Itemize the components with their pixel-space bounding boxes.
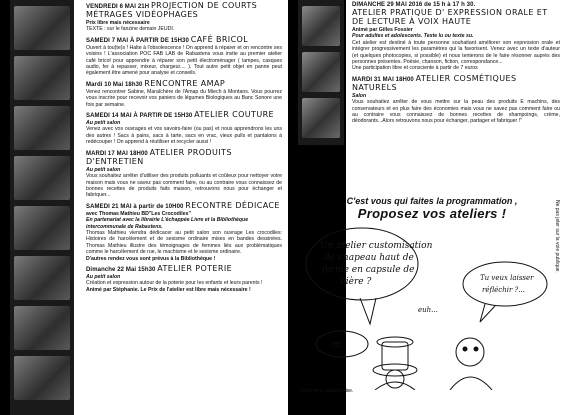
photo-strip-left [10, 0, 74, 415]
event-item [86, 36, 282, 77]
event-title: CAFÉ BRICOL [190, 34, 249, 44]
event-body: Vous souhaitez arrêter d'utiliser des produits polluants et coûteux pour nettoyer votre maison mais vous ne savez pas comment faire, ou au contraire vous connaissez de bonnes recettes de produits faits maison, retrouvons nous pour échanger et fabriquer... [86, 173, 282, 199]
event-title: RENCONTRE AMAP [144, 78, 226, 88]
event-partner: En partenariat avec la librairie L'échappée Livre et la Bibliothèque intercommunale de Rabastens. [86, 217, 249, 230]
event-body: TEXTE : sur le fanzine demain JEUDI. [86, 26, 175, 33]
event-body: Venez rencontrer Sabine, Maraîchère de l'Amap du Miech à Montans. Vous pourrez vous inscrire pour recevoir vos paniers de légumes Biologiques au Banc Sonore une fois par semaine. [86, 88, 282, 108]
event-note: Une participation libre et consciente à partir de 7 euros [352, 65, 478, 72]
event-host: Animé par Gilles Fossier [352, 27, 413, 33]
bubble-3-line-2: réfléchir ?... [482, 286, 525, 294]
event-title: PROJECTION DE COURTS MÉTRAGES VIDÉOPHAGES [86, 1, 258, 19]
event-location: Au petit salon [86, 120, 121, 127]
event-date: MARDI 17 MAI 18H00 [86, 150, 148, 157]
event-photo [14, 356, 70, 400]
speech-bubble [463, 262, 547, 306]
callout-line-1: C'est vous qui faites la programmation , [346, 196, 518, 206]
cartoon-illustration [300, 224, 550, 390]
event-guest: avec Thomas Mathieu BD"Les Crocodiles" [86, 210, 191, 217]
event-body: Cet atelier est destiné à toute personne souhaitant améliorer son expression orale et intégrer progressivement les paramètres qui la favorisent. Venez avec un texte d'auteur (et quelques photocopies, si possible) et nous tenterons de le faire résonner auprès des personnes présentes. Poésie, chanson, fiction, correspondance... [352, 39, 560, 66]
event-location: Au petit salon [86, 166, 121, 173]
bubble-3-line-1: Tu veux laisser [480, 274, 534, 282]
event-photo [14, 6, 70, 50]
callout-line-2: Proposez vos ateliers ! [357, 206, 507, 221]
event-item [86, 80, 282, 108]
event-note: Animé par Stéphanie. Le Prix de l'atelier est libre mais nécessaire ! [86, 286, 251, 293]
bubble-2-text: euh... [418, 306, 438, 314]
event-date: MARDI 31 MAI 18H00 [352, 76, 414, 83]
event-photo [302, 6, 340, 46]
event-item [86, 202, 282, 262]
event-location: Au petit salon [86, 273, 121, 280]
bubble-1-line-3: forme en capsule de [322, 265, 415, 275]
event-body: Création et expression autour de la poterie pour les enfants et leurs parents ! [86, 280, 263, 287]
event-item [352, 2, 560, 72]
event-body: Ouvert à tou(te)s ! Halte à l'obsolescence ! On apprend à réparer et on rencontre ses voisins ! L'association POC FAB LAB de Rabastens vous invite au premier atelier café bricol pour apprendre à réparer son petit électroménager ( lampes, casques audio, fer à repasser, mixeur, chargeur.... ). Tout autre petit objet en panne peut également être amené pour analyse et conseils. [86, 44, 282, 77]
disposal-note: Ne pas jeter sur la voie publique. [554, 200, 560, 273]
event-photo [302, 98, 340, 138]
events-column-right [352, 2, 560, 128]
event-date: DIMANCHE 29 MAI 2016 de 15 h à 17 h 30. [352, 2, 476, 8]
event-item [86, 265, 282, 293]
bubble-1-line-1: Un atelier customisation [320, 241, 433, 251]
event-title: ATELIER PRATIQUE D' EXPRESSION ORALE ET DE LECTURE À VOIX HAUTE [352, 8, 548, 26]
event-item [352, 75, 560, 125]
event-subtitle: Prix libre mais nécessaire [86, 20, 150, 26]
callout [298, 196, 566, 221]
event-note: D'autres rendez vous sont prévus à la Bibliothèque ! [86, 255, 216, 262]
event-title: ATELIER PRODUITS D'ENTRETIEN [86, 147, 232, 166]
event-body: Thomas Mathieu viendra dédicacer au petit salon son ouvrage Les crocodiles: Histoires de harcèlement et de sexisme ordinaire mises en bandes dessinées. Thomas Mathieu illustre des témoignages de femmes liés aux problématiques comme le harcèlement de rue, le machisme et le sexisme ordinaire. [86, 229, 282, 256]
event-location: Salon [352, 92, 367, 99]
bubble-4-text: Pfff... [330, 342, 347, 349]
event-item [86, 149, 282, 199]
event-title: ATELIER COUTURE [194, 110, 274, 120]
event-date: SAMEDI 14 MAI À PARTIR DE 15H30 [86, 113, 193, 120]
event-photo [14, 256, 70, 300]
printer-credit: Imprimerie rabastinoise. [300, 388, 354, 394]
event-title: ATELIER COSMÉTIQUES NATURELS [352, 73, 517, 92]
event-photo [14, 156, 70, 200]
event-date: SAMEDI 21 MAI à partir de 10H00 [86, 203, 184, 210]
events-column-left [86, 2, 282, 296]
photo-strip-right [298, 0, 344, 145]
event-date: Mardi 10 Mai 18h30 [86, 81, 143, 88]
event-title: RECONTRE DÉDICACE [185, 200, 280, 210]
event-photo [14, 106, 70, 150]
event-date: SAMEDI 7 MAI À PARTIR DE 15H30 [86, 37, 189, 44]
filmstrip-left [0, 0, 10, 415]
event-title: ATELIER POTERIE [157, 263, 233, 273]
event-photo [14, 206, 70, 250]
speech-bubble [306, 228, 418, 300]
event-date: Dimanche 22 Mai 15h30 [86, 266, 156, 273]
event-body: Vous souhaitez arrêter de vous mettre sur la peau des produits E machins, des conservateurs et en plus faire des économies mais vous ne savez pas comment faire ou au contraire vous connaissez de bonnes recettes de shampoings, crème, déodorants...Alors retrouvons nous pour échanger, partager et fabriquer !" [352, 99, 560, 125]
event-photo [14, 306, 70, 350]
event-date: VENDREDI 6 MAI 21H [86, 4, 150, 10]
bubble-1-line-4: bière ? [340, 277, 372, 287]
event-item [86, 2, 282, 33]
event-photo [14, 56, 70, 100]
event-photo [302, 52, 340, 92]
event-audience: Pour adultes et adolescents. Texte lu ou texte su. [352, 33, 474, 40]
event-item [86, 111, 282, 146]
event-body: Venez avec vos ouvrages et vos savoirs-faire (ou pas) et nous apprendrons les uns des autres ! Sacs à pains, sacs à tarte, sacs en vrac, vieux pulls et pantalons à redécouper ! On apprend à réutiliser et recycler aussi ! [86, 126, 282, 146]
bubble-1-line-2: de chapeau haut de [324, 253, 414, 263]
